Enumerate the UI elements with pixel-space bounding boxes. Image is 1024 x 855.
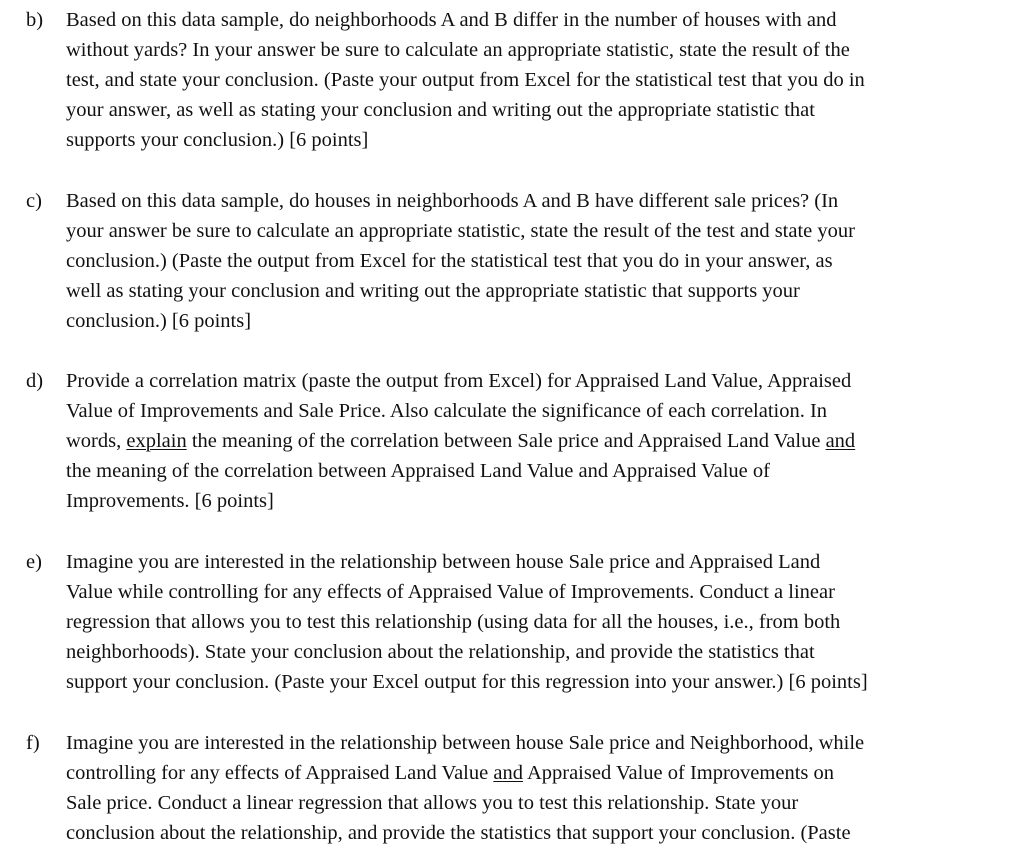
text-line: your answer, as well as stating your conclusion and writing out the appropriate statistic that bbox=[66, 99, 815, 121]
text-segment: words, bbox=[66, 430, 127, 452]
text-line: regression that allows you to test this relationship (using data for all the houses, i.e., from both bbox=[66, 611, 841, 633]
question-text bbox=[66, 366, 855, 516]
underlined-word-and: and bbox=[825, 430, 856, 452]
question-text bbox=[66, 547, 868, 697]
text-segment: the meaning of the correlation between Sale price and Appraised Land Value bbox=[186, 430, 826, 452]
text-segment: Appraised Value of Improvements on bbox=[522, 762, 834, 784]
text-line-with-underline bbox=[66, 758, 864, 788]
text-line: support your conclusion. (Paste your Excel output for this regression into your answer.) [6 points] bbox=[66, 671, 868, 693]
question-letter: c) bbox=[26, 190, 42, 212]
text-line: conclusion.) [6 points] bbox=[66, 310, 252, 332]
underlined-word-explain: explain bbox=[126, 430, 187, 452]
question-letter: d) bbox=[26, 370, 44, 392]
text-line: Sale price. Conduct a linear regression that allows you to test this relationship. State your bbox=[66, 792, 799, 814]
text-line: Provide a correlation matrix (paste the output from Excel) for Appraised Land Value, Appraised bbox=[66, 370, 852, 392]
text-line: Value of Improvements and Sale Price. Also calculate the significance of each correlation. In bbox=[66, 400, 828, 422]
text-line: Based on this data sample, do neighborhoods A and B differ in the number of houses with and bbox=[66, 9, 837, 31]
text-line: your answer be sure to calculate an appropriate statistic, state the result of the test and state your bbox=[66, 220, 855, 242]
question-letter: e) bbox=[26, 551, 42, 573]
text-line: without yards? In your answer be sure to calculate an appropriate statistic, state the result of the bbox=[66, 39, 850, 61]
text-line: supports your conclusion.) [6 points] bbox=[66, 129, 369, 151]
underlined-word-and: and bbox=[493, 762, 523, 784]
text-line-with-underline bbox=[66, 426, 855, 456]
text-line: Improvements. [6 points] bbox=[66, 490, 274, 512]
text-line: conclusion about the relationship, and provide the statistics that support your conclusion. (Paste bbox=[66, 822, 851, 844]
text-line: Based on this data sample, do houses in neighborhoods A and B have different sale prices? (In bbox=[66, 190, 839, 212]
question-text bbox=[66, 728, 864, 848]
text-line: neighborhoods). State your conclusion about the relationship, and provide the statistics that bbox=[66, 641, 815, 663]
text-line: Value while controlling for any effects of Appraised Value of Improvements. Conduct a linear bbox=[66, 581, 835, 603]
text-line: test, and state your conclusion. (Paste your output from Excel for the statistical test that you do in bbox=[66, 69, 865, 91]
question-letter: b) bbox=[26, 9, 44, 31]
text-line: well as stating your conclusion and writing out the appropriate statistic that supports your bbox=[66, 280, 800, 302]
question-text bbox=[66, 5, 865, 155]
text-line: the meaning of the correlation between Appraised Land Value and Appraised Value of bbox=[66, 460, 770, 482]
question-letter: f) bbox=[26, 732, 40, 754]
question-text bbox=[66, 186, 855, 336]
text-line: conclusion.) (Paste the output from Excel for the statistical test that you do in your answer, as bbox=[66, 250, 833, 272]
text-segment: controlling for any effects of Appraised Land Value bbox=[66, 762, 494, 784]
text-line: Imagine you are interested in the relationship between house Sale price and Neighborhood, while bbox=[66, 732, 865, 754]
text-line: Imagine you are interested in the relationship between house Sale price and Appraised Land bbox=[66, 551, 821, 573]
